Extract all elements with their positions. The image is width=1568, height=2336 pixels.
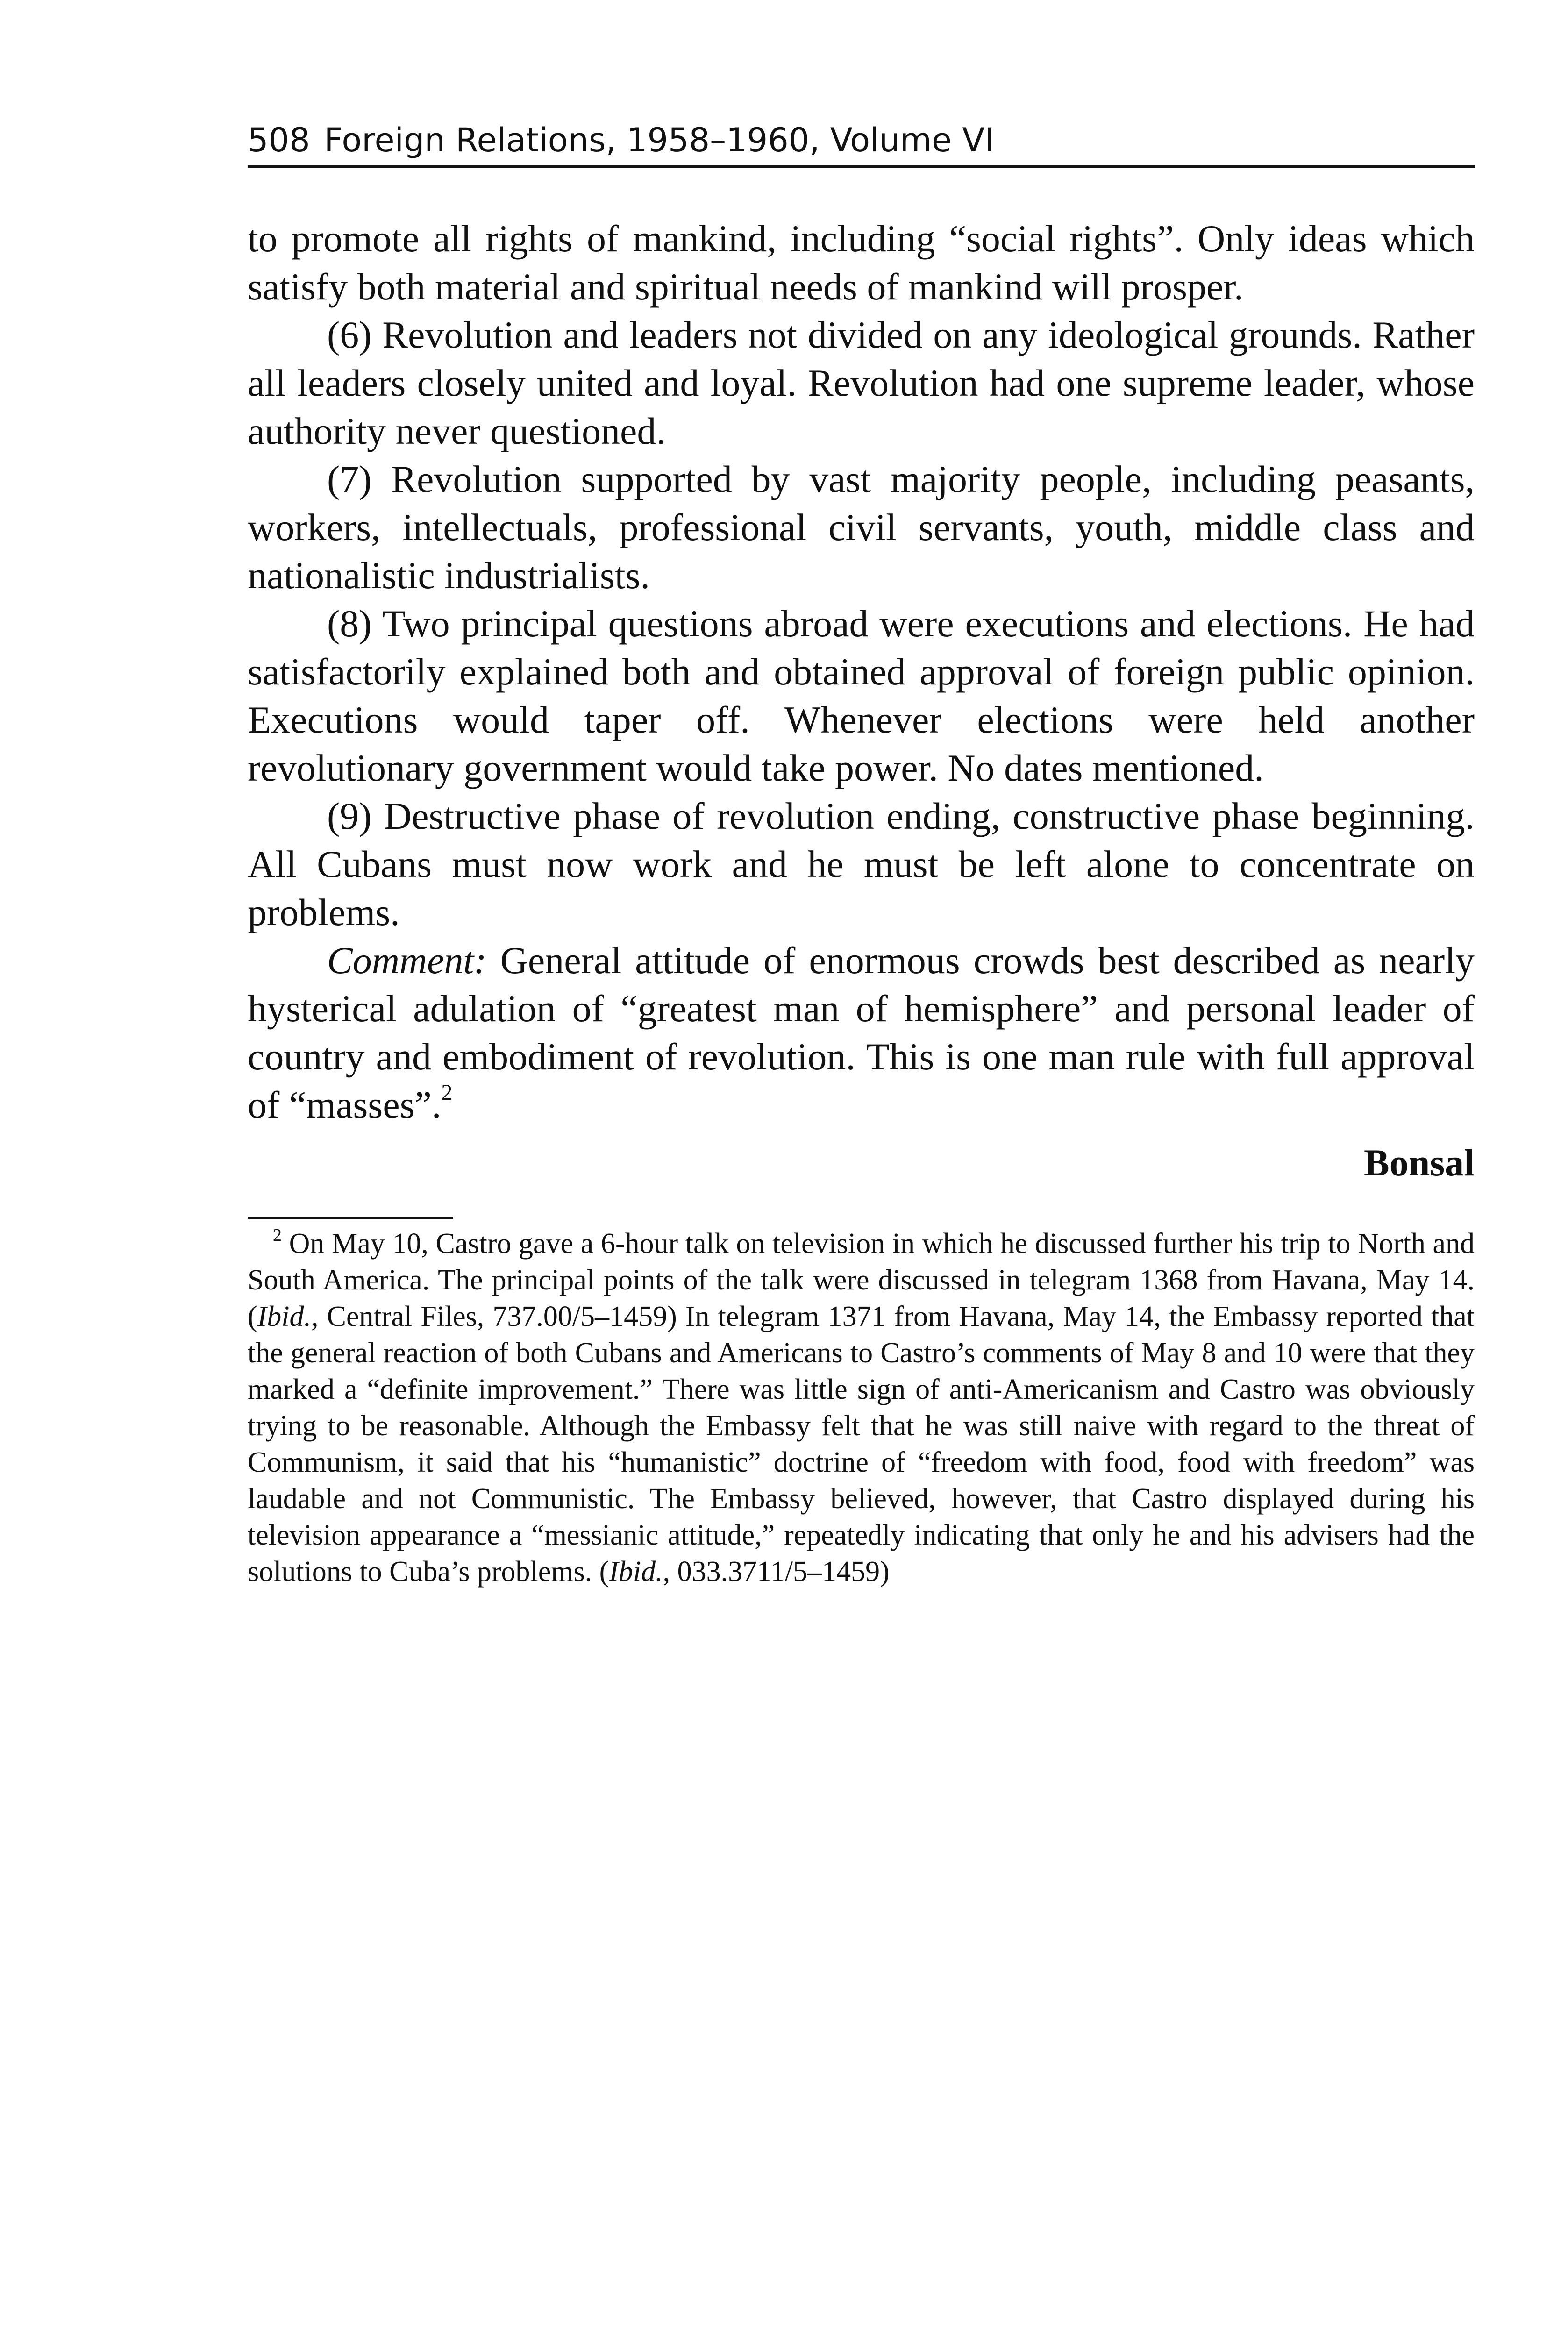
footnote-ibid-1: Ibid. (257, 1301, 312, 1332)
volume-title: Foreign Relations, 1958–1960, Volume VI (324, 121, 994, 159)
footnote-divider (248, 1217, 453, 1219)
paragraph-point-8: (8) Two principal questions abroad were executions and elections. He had satisfactorily explained both and obtained approval of foreign public opinion. Executions would taper off. Whenever elections were held another revolutionary government would take power. No dates mentioned. (248, 602, 1475, 789)
footnote-text-2: , Central Files, 737.00/5–1459) In telegram 1371 from Havana, May 14, the Embassy reported that the general reaction of both Cubans and Americans to Castro’s comments of May 8 and 10 were that they marked a “definite improvement.” There was little sign of anti-Americanism and Castro was obviously trying to be reasonable. Although the Embassy felt that he was still naive with regard to the threat of Communism, it said that his “humanistic” doctrine of “freedom with food, food with freedom” was laudable and not Communistic. The Embassy believed, however, that Castro displayed during his television appearance a “messianic attitude,” repeatedly indicating that only he and his advisers had the solutions to Cuba’s problems. ( (248, 1301, 1475, 1588)
footnote-reference[interactable]: 2 (441, 1080, 453, 1105)
paragraph-comment (248, 936, 1475, 1129)
page-number: 508 (248, 121, 310, 159)
paragraph-point-9: (9) Destructive phase of revolution ending, constructive phase beginning. All Cubans must now work and he must be left alone to concentrate on problems. (248, 795, 1475, 933)
paragraph-point-6: (6) Revolution and leaders not divided on any ideological grounds. Rather all leaders closely united and loyal. Revolution had one supreme leader, whose authority never questioned. (248, 313, 1475, 452)
running-head (248, 117, 1475, 168)
footnote (248, 1225, 1475, 1590)
paragraph-continuation: to promote all rights of mankind, including “social rights”. Only ideas which satisfy both material and spiritual needs of mankind will prosper. (248, 217, 1475, 308)
paragraph-point-7: (7) Revolution supported by vast majority people, including peasants, workers, intellectuals, professional civil servants, youth, middle class and nationalistic industrialists. (248, 458, 1475, 597)
document-page (248, 117, 1475, 1590)
footnote-text-3: , 033.3711/5–1459) (663, 1556, 890, 1588)
comment-text: General attitude of enormous crowds best described as nearly hysterical adulation of “greatest man of hemisphere” and personal leader of country and embodiment of revolution. This is one man rule with full approval of “masses”. (248, 939, 1475, 1126)
signature: Bonsal (1364, 1141, 1475, 1184)
body-text (248, 214, 1475, 1129)
footnote-ibid-2: Ibid. (609, 1556, 663, 1588)
footnote-number: 2 (273, 1225, 282, 1245)
comment-label: Comment: (327, 939, 487, 982)
footnote-text-1: On May 10, Castro gave a 6-hour talk on television in which he discussed further his trip to North and South America. The principal points of the talk were discussed in telegram 1368 from Havana, May 14. ( (248, 1228, 1475, 1332)
